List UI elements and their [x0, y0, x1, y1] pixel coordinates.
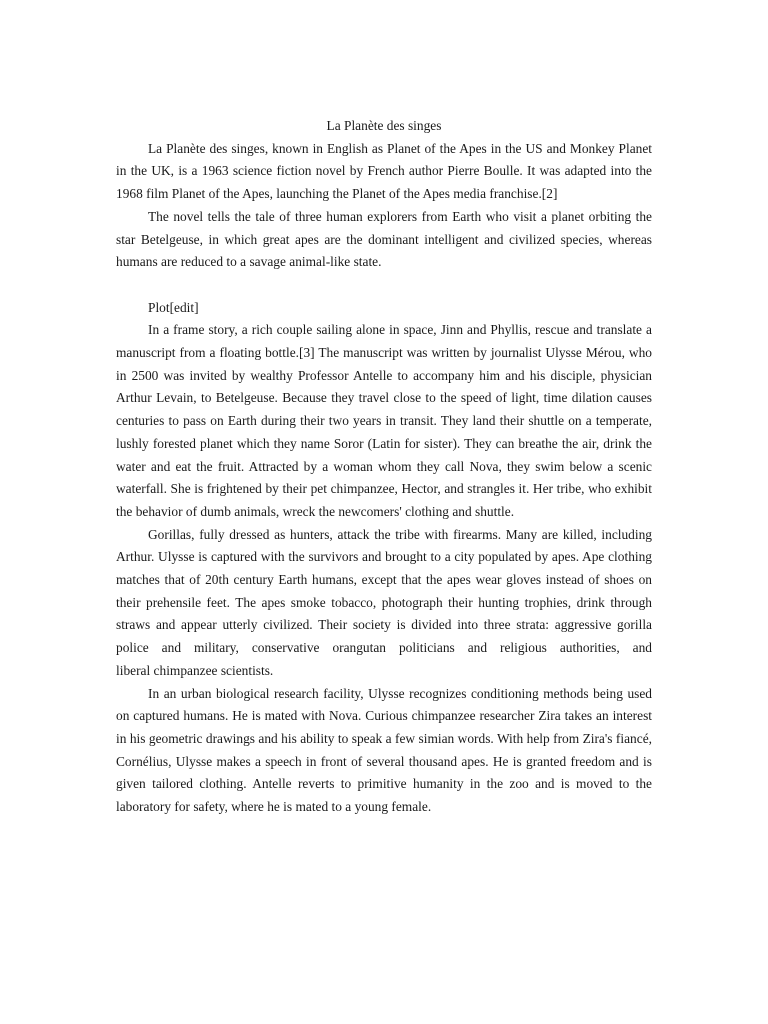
intro-paragraph-2: The novel tells the tale of three human explorers from Earth who visit a planet orbiting the star Betelgeuse, in which great apes are the dominant intelligent and civilized species, whereas humans are reduced to a savage animal-like state.: [116, 208, 652, 270]
plot-paragraph-1: In a frame story, a rich couple sailing alone in space, Jinn and Phyllis, rescue and translate a manuscript from a floating bottle.[3] The manuscript was written by journalist Ulysse Mérou, who in 2500 was invited by wealthy Professor Antelle to accompany him and his disciple, physician Arthur Levain, to Betelgeuse. Because they travel close to the speed of light, time dilation causes centuries to pass on Earth during their two years in transit. They land their shuttle on a temperate, lushly forested planet which they name Soror (Latin for sister). They can breathe the air, drink the water and eat the fruit. Attracted by a woman whom they call Nova, they swim below a scenic waterfall. She is frightened by their pet chimpanzee, Hector, and strangles it. Her tribe, who exhibit the behavior of dumb animals, wreck the newcomers' clothing and shuttle.: [116, 322, 652, 519]
document-page: [116, 115, 652, 819]
document-title: La Planète des singes: [326, 118, 442, 133]
plot-heading: Plot[edit]: [148, 299, 199, 315]
plot-paragraph-2: Gorillas, fully dressed as hunters, attack the tribe with firearms. Many are killed, including Arthur. Ulysse is captured with the survivors and brought to a city populated by apes. Ape clothing matches that of 20th century Earth humans, except that the apes wear gloves instead of shoes on their prehensile feet. The apes smoke tobacco, photograph their hunting trophies, drink through straws and appear utterly civilized. Their society is divided into three strata: aggressive gorilla police and military, conservative orangutan politicians and religious authorities, and: [116, 526, 652, 656]
plot-paragraph-2-continuation: liberal chimpanzee scientists.: [116, 662, 274, 678]
paragraph-spacer: [116, 274, 652, 297]
plot-paragraph-3: In an urban biological research facility, Ulysse recognizes conditioning methods being used on captured humans. He is mated with Nova. Curious chimpanzee researcher Zira takes an interest in his geometric drawings and his ability to speak a few simian words. With help from Zira's fiancé, Cornélius, Ulysse makes a speech in front of several thousand apes. He is granted freedom and is given tailored clothing. Antelle reverts to primitive humanity in the zoo and is moved to the laboratory for safety, where he is mated to a young female.: [116, 685, 652, 815]
intro-paragraph-1: La Planète des singes, known in English as Planet of the Apes in the US and Monkey Planet in the UK, is a 1963 science fiction novel by French author Pierre Boulle. It was adapted into the 1968 film Planet of the Apes, launching the Planet of the Apes media franchise.[2]: [116, 140, 652, 202]
